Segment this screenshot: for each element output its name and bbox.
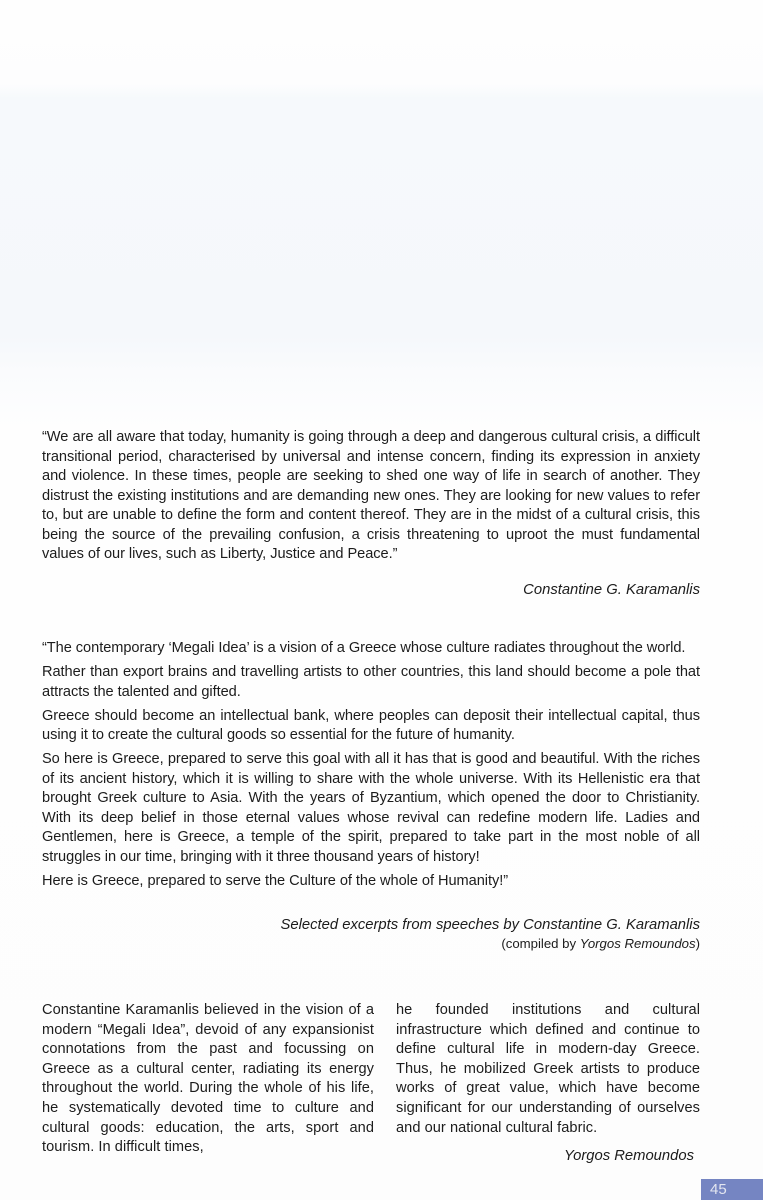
excerpt-attribution xyxy=(42,916,700,953)
commentary-left-text: Constantine Karamanlis believed in the vision of a modern “Megali Idea”, devoid of any expansionist connotations from the past and focussing on Greece as a cultural center, radiating its energy throughout the world. During the whole of his life, he systematically devoted time to culture and cultural goods: education, the arts, sport and tourism. In difficult times, xyxy=(42,1002,374,1156)
quote2-paragraph-2: Rather than export brains and travelling artists to other countries, this land should become a pole that attracts the talented and gifted. xyxy=(42,664,700,700)
quote2-paragraph-5: Here is Greece, prepared to serve the Culture of the whole of Humanity!” xyxy=(42,872,509,889)
compiled-by-suffix: ) xyxy=(695,936,700,951)
commentary-section xyxy=(42,1001,700,1166)
quote1-attribution: Constantine G. Karamanlis xyxy=(523,581,700,598)
excerpt-compiled-line xyxy=(42,935,700,953)
commentary-attribution: Yorgos Remoundos xyxy=(564,1148,694,1165)
page-number-tab xyxy=(701,1179,763,1200)
commentary-right-text: he founded institutions and cultural infrastructure which defined and continue to define cultural life in modern-day Greece. Thus, he mobilized Greek artists to produce works of great value, which have become significant for our understanding of ourselves and our national cultural fabric. xyxy=(396,1002,700,1136)
commentary-column-left xyxy=(42,1001,374,1166)
quote2-paragraph-4: So here is Greece, prepared to serve this goal with all it has that is good and beautiful. With the riches of its ancient history, which it is willing to share with the whole universe. With its Hellenistic era that brought Greek culture to Asia. With the years of Byzantium, which opened the door to Christianity. With its deep belief in those eternal values whose revival can redefine modern life. Ladies and Gentlemen, here is Greece, a temple of the spirit, prepared to take part in the most noble of all struggles in our time, bringing with it three thousand years of history! xyxy=(42,751,700,865)
page-number: 45 xyxy=(710,1181,727,1198)
compiled-by-prefix: (compiled by xyxy=(501,936,580,951)
excerpt-source-line: Selected excerpts from speeches by Constantine G. Karamanlis xyxy=(280,917,700,933)
compiler-name: Yorgos Remoundos xyxy=(579,936,696,951)
quote-block-megali-idea xyxy=(42,639,700,953)
commentary-column-right xyxy=(396,1001,700,1166)
quote2-paragraph-3: Greece should become an intellectual bank, where peoples can deposit their intellectual capital, thus using it to create the cultural goods so essential for the future of humanity. xyxy=(42,707,700,743)
quote2-paragraph-1: “The contemporary ‘Megali Idea’ is a vision of a Greece whose culture radiates throughout the world. xyxy=(42,640,686,656)
quote-block-cultural-crisis xyxy=(42,428,700,600)
quote1-paragraph: “We are all aware that today, humanity is going through a deep and dangerous cultural crisis, a difficult transitional period, characterised by universal and intense concern, finding its expression in anxiety and violence. In these times, people are seeking to shed one way of life in search of another. They distrust the existing institutions and are demanding new ones. They are looking for new values to refer to, but are unable to define the form and content thereof. They are in the midst of a cultural crisis, this being the source of the prevailing confusion, a crisis threatening to uproot the must fundamental values of our lives, such as Liberty, Justice and Peace.” xyxy=(42,429,700,562)
